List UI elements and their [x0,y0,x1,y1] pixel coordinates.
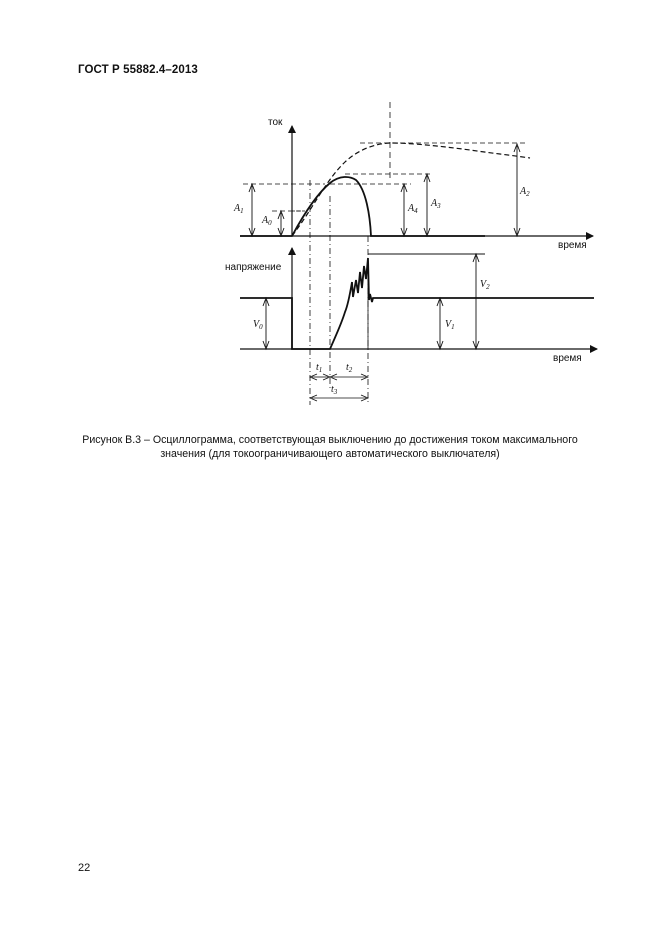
time-label-top: время [558,240,587,251]
t1-label: t1 [316,362,323,374]
caption-line-1: Рисунок В.3 – Осциллограмма, соответствующая выключению до достижения током максимального [82,434,578,446]
a4-label: A4 [408,203,418,215]
v2-label: V2 [480,279,490,291]
a2-label: A2 [520,186,530,198]
figure-caption [70,434,590,461]
time-label-bottom: время [553,353,582,364]
v1-label: V1 [445,319,455,331]
caption-line-2: значения (для токоограничивающего автоматического выключателя) [160,447,500,460]
a3-label: A3 [431,198,441,210]
voltage-curve [240,258,594,349]
page-number: 22 [78,862,91,874]
voltage-axis-label: напряжение [225,262,282,273]
current-curve [240,177,485,236]
current-plot [240,102,593,236]
a0-label: A0 [262,215,272,227]
v0-label: V0 [253,319,263,331]
t2-label: t2 [346,362,353,374]
a1-label: A1 [234,203,244,215]
t3-label: t3 [331,384,338,396]
prospective-current-curve [292,143,530,236]
document-header: ГОСТ Р 55882.4–2013 [78,64,198,76]
current-axis-label: ток [268,117,283,128]
voltage-plot [240,248,597,349]
